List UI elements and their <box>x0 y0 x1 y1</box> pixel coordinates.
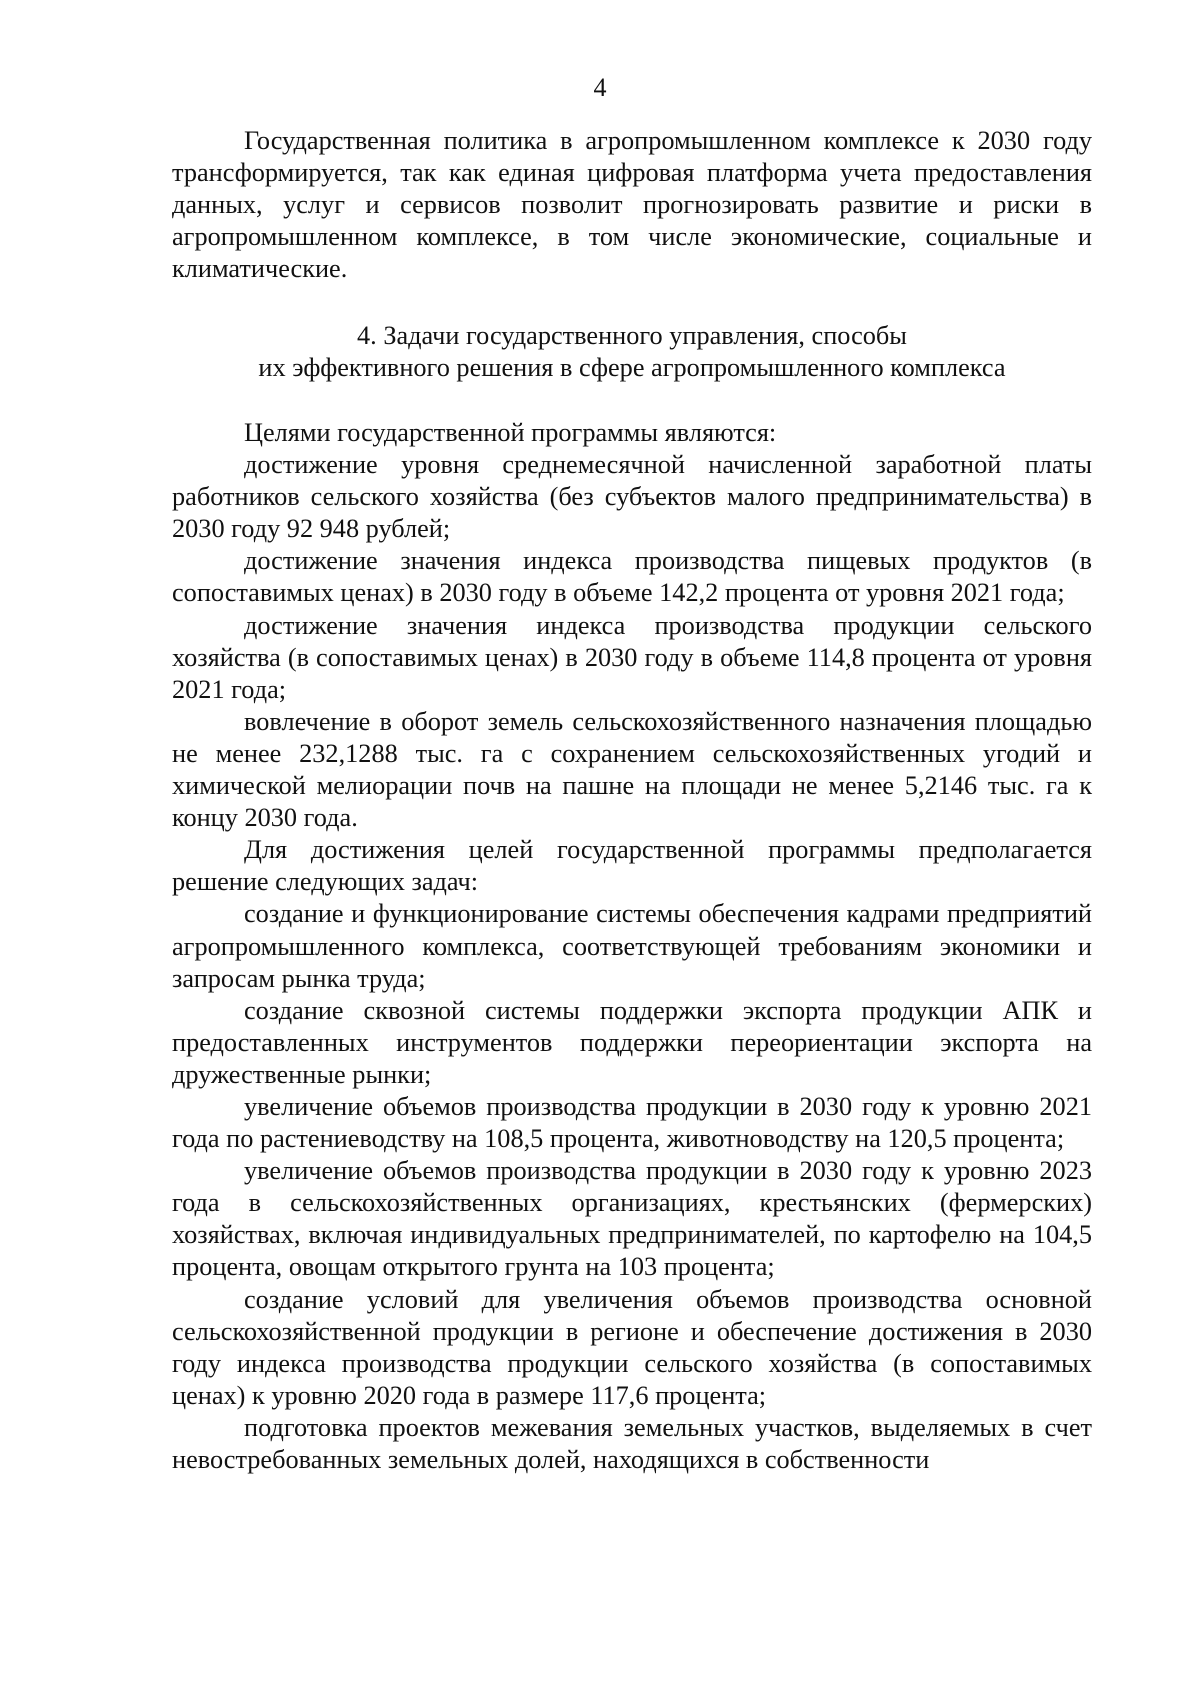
intro-section <box>172 125 1092 285</box>
tasks-intro-paragraph: Для достижения целей государственной программы предполагается решение следующих задач: <box>172 835 1092 897</box>
goals-intro-paragraph: Целями государственной программы являются: <box>244 418 777 447</box>
goal-land-paragraph: вовлечение в оборот земель сельскохозяйственного назначения площадью не менее 232,1288 тыс. га с сохранением сельскохозяйственных угодий и химической мелиорации почв на пашне на площади не менее 5,2146 тыс. га к концу 2030 года. <box>172 706 1092 833</box>
page-number: 4 <box>593 73 607 102</box>
task-staffing-paragraph: создание и функционирование системы обеспечения кадрами предприятий агропромышленного комплекса, соответствующей требованиям экономики и запросам рынка труда; <box>172 899 1092 993</box>
task-production-2023-paragraph: увеличение объемов производства продукции в 2030 году к уровню 2023 года в сельскохозяйственных организациях, крестьянских (фермерских) хозяйствах, включая индивидуальных предпринимателей, по картофелю на 104,5 процента, овощам открытого грунта на 103 процента; <box>172 1156 1092 1282</box>
goal-agri-index-paragraph: достижение значения индекса производства продукции сельского хозяйства (в сопоставимых ценах) в 2030 году в объеме 114,8 процента от уровня 2021 года; <box>172 610 1092 704</box>
goal-salary-paragraph: достижение уровня среднемесячной начисленной заработной платы работников сельского хозяйства (без субъектов малого предпринимательства) в 2030 году 92 948 рублей; <box>172 450 1092 544</box>
task-land-survey-paragraph: подготовка проектов межевания земельных участков, выделяемых в счет невостребованных земельных долей, находящихся в собственности <box>172 1412 1092 1474</box>
body-text <box>172 417 1092 1476</box>
section-heading-line-2: их эффективного решения в сфере агропромышленного комплекса <box>258 353 1006 383</box>
section-heading-line-1: 4. Задачи государственного управления, способы <box>357 321 907 350</box>
task-export-paragraph: создание сквозной системы поддержки экспорта продукции АПК и предоставленных инструментов поддержки переориентации экспорта на дружественные рынки; <box>172 995 1092 1089</box>
task-production-2021-paragraph: увеличение объемов производства продукции в 2030 году к уровню 2021 года по растениеводству на 108,5 процента, животноводству на 120,5 процента; <box>172 1091 1092 1154</box>
goal-food-index-paragraph: достижение значения индекса производства пищевых продуктов (в сопоставимых ценах) в 2030 году в объеме 142,2 процента от уровня 2021 года; <box>172 546 1092 608</box>
intro-paragraph: Государственная политика в агропромышленном комплексе к 2030 году трансформируется, так как единая цифровая платформа учета предоставления данных, услуг и сервисов позволит прогнозировать развитие и риски в агропромышленном комплексе, в том числе экономические, социальные и климатические. <box>172 126 1092 284</box>
task-conditions-paragraph: создание условий для увеличения объемов производства основной сельскохозяйственной продукции в регионе и обеспечение достижения в 2030 году индекса производства продукции сельского хозяйства (в сопоставимых ценах) к уровню 2020 года в размере 117,6 процента; <box>172 1284 1092 1410</box>
section-heading <box>172 320 1092 384</box>
